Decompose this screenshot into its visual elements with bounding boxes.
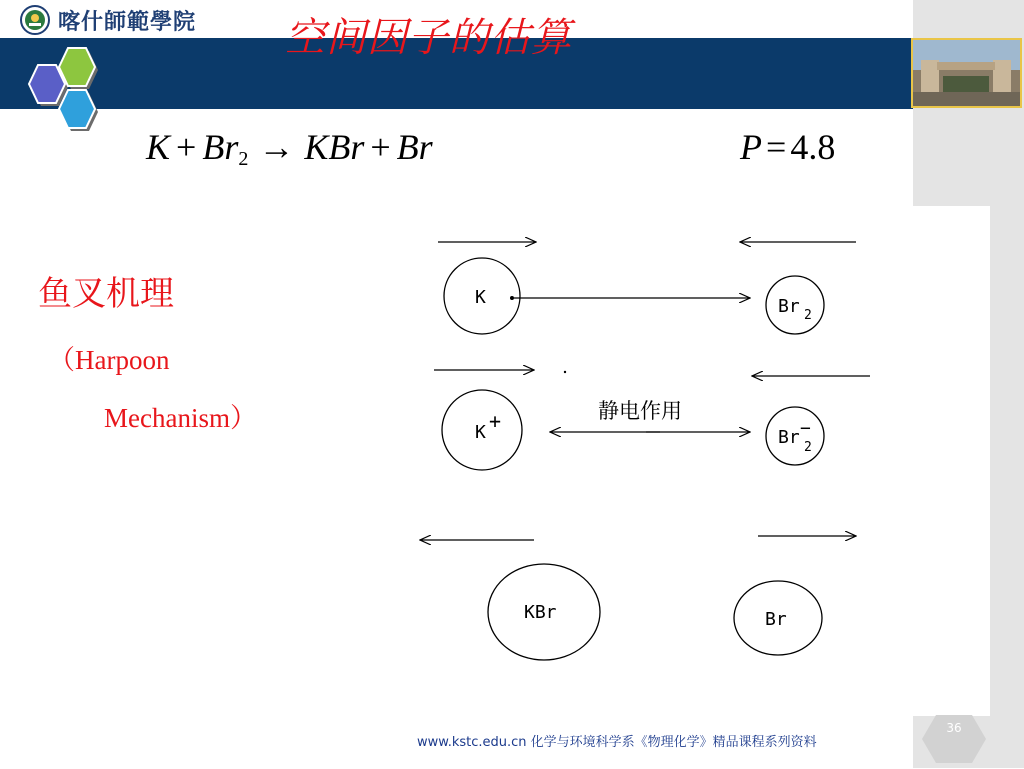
school-name: 喀什師範學院 bbox=[58, 8, 197, 35]
electron-dot bbox=[510, 296, 514, 300]
content-card-edge bbox=[913, 206, 990, 716]
plus-charge: + bbox=[489, 409, 502, 433]
reactant-k: K bbox=[146, 127, 171, 167]
product-br: Br bbox=[396, 127, 433, 167]
slide-title: 空间因子的估算 bbox=[285, 15, 572, 61]
br-label: Br bbox=[765, 609, 787, 630]
br2-ion-subscript: 2 bbox=[804, 440, 812, 455]
plus-sign: + bbox=[176, 127, 197, 167]
equals-sign: = bbox=[766, 127, 787, 167]
product-kbr: KBr bbox=[304, 127, 365, 167]
campus-gate-image bbox=[913, 40, 1020, 106]
k-ion-label: K bbox=[475, 422, 486, 443]
steric-factor-value bbox=[740, 126, 835, 168]
page-number: 36 bbox=[946, 721, 962, 735]
br2-ion-label: Br bbox=[778, 427, 800, 448]
p-number: 4.8 bbox=[790, 127, 836, 167]
school-logo bbox=[20, 4, 196, 36]
br2-subscript: 2 bbox=[804, 308, 812, 323]
harpoon-diagram bbox=[410, 222, 880, 672]
p-symbol: P bbox=[740, 127, 762, 167]
k-atom-label: K bbox=[475, 287, 486, 308]
plus-sign-2: + bbox=[370, 127, 391, 167]
subscript-2: 2 bbox=[238, 148, 249, 170]
hexagon-decoration bbox=[10, 40, 120, 150]
stray-dot bbox=[564, 371, 566, 373]
reactant-br2: Br bbox=[202, 127, 239, 167]
br2-label: Br bbox=[778, 296, 800, 317]
harpoon-title: 鱼叉机理 bbox=[38, 274, 174, 314]
blue-hexagon bbox=[59, 90, 95, 128]
harpoon-subtitle-line1: （Harpoon bbox=[48, 345, 170, 375]
kbr-label: KBr bbox=[524, 602, 557, 623]
purple-hexagon bbox=[29, 65, 65, 103]
minus-charge: − bbox=[800, 418, 811, 439]
reaction-arrow: → bbox=[258, 127, 295, 167]
page-number-badge bbox=[920, 713, 988, 765]
harpoon-subtitle-line2: Mechanism） bbox=[104, 403, 257, 433]
electrostatic-label: 静电作用 bbox=[598, 399, 682, 423]
reaction-equation bbox=[146, 126, 433, 171]
footer-text: www.kstc.edu.cn 化学与环境科学系《物理化学》精品课程系列资料 bbox=[417, 735, 817, 750]
green-hexagon bbox=[59, 48, 95, 86]
school-seal-icon bbox=[20, 5, 50, 35]
campus-photo bbox=[911, 38, 1022, 108]
